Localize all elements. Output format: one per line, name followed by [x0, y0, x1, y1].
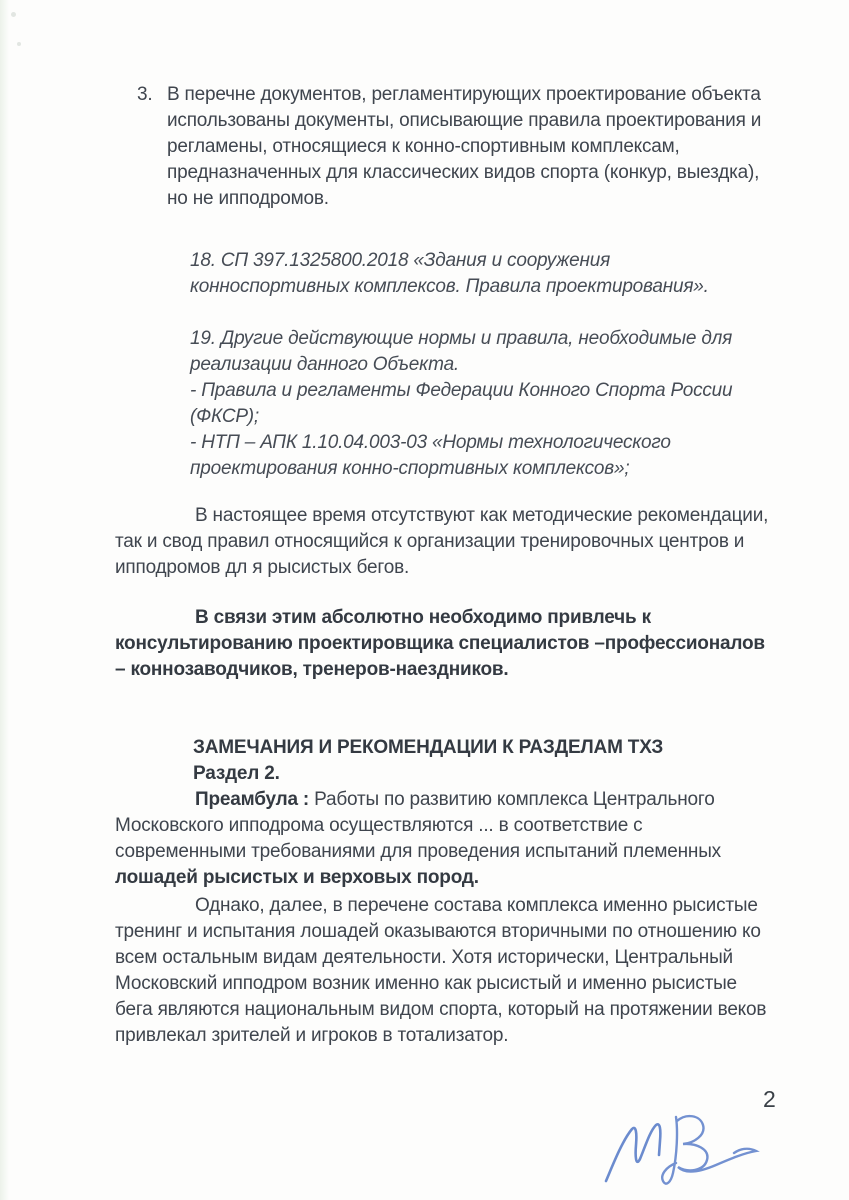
heading-section-2: Раздел 2.	[193, 763, 280, 784]
heading-remarks: ЗАМЕЧАНИЯ И РЕКОМЕНДАЦИИ К РАЗДЕЛАМ ТХЗ	[193, 737, 664, 758]
list-item-3	[137, 82, 770, 212]
paragraph-preamble	[115, 787, 770, 891]
quote-item-19-rule-2: - НТП – АПК 1.10.04.003-03 «Нормы технологического проектирования конно-спортивных комплексов»;	[190, 432, 671, 479]
scan-speck	[11, 12, 16, 17]
paragraph-consult-recommendation: В связи этим абсолютно необходимо привлечь к консультированию проектировщика специалистов –профессионалов – коннозаводчиков, тренеров-наездников.	[115, 607, 765, 680]
scan-edge-shadow	[0, 0, 9, 1200]
document-body	[115, 82, 770, 1049]
quote-item-18: 18. СП 397.1325800.2018 «Здания и сооружения конноспортивных комплексов. Правила проектирования».	[190, 250, 709, 297]
list-item-3-marker: 3.	[137, 84, 153, 105]
quote-item-19	[190, 326, 755, 482]
preamble-label: Преамбула :	[195, 789, 315, 810]
quote-item-19-rule-1: - Правила и регламенты Федерации Конного Спорта России (ФКСР);	[190, 380, 733, 427]
page-number: 2	[763, 1086, 776, 1112]
paragraph-no-guidelines: В настоящее время отсутствуют как методические рекомендации, так и свод правил относящийся к организации тренировочных центров и ипподромов дл я рысистых бегов.	[115, 505, 769, 578]
scan-speck	[17, 42, 21, 46]
signature-stroke-b-flourish	[662, 1116, 756, 1184]
signature-stroke-m	[606, 1124, 660, 1181]
preamble-bold-tail: лошадей рысистых и верховых пород.	[115, 867, 479, 888]
preamble-body: Работы по развитию комплекса Центрального Московского ипподрома осуществляются ... в соответствие с современными требованиями для проведения испытаний племенных	[115, 789, 721, 862]
paragraph-however: Однако, далее, в перечене состава комплекса именно рысистые тренинг и испытания лошадей оказываются вторичными по отношению ко всем остальным видам деятельности. Хотя исторически, Центральный Московский ипподром возник именно как рысистый и именно рысистые бега являются национальным видом спорта, который на протяжении веков привлекал зрителей и игроков в тотализатор.	[115, 895, 767, 1046]
handwritten-signature-icon	[598, 1103, 768, 1193]
list-item-3-text: В перечне документов, регламентирующих проектирование объекта использованы документы, описывающие правила проектирования и регламены, относящиеся к конно-спортивным комплексам, предназначенных для классических видов спорта (конкур, выездка), но не ипподромов.	[167, 84, 762, 209]
quote-item-19-intro: 19. Другие действующие нормы и правила, необходимые для реализации данного Объекта.	[190, 328, 733, 375]
